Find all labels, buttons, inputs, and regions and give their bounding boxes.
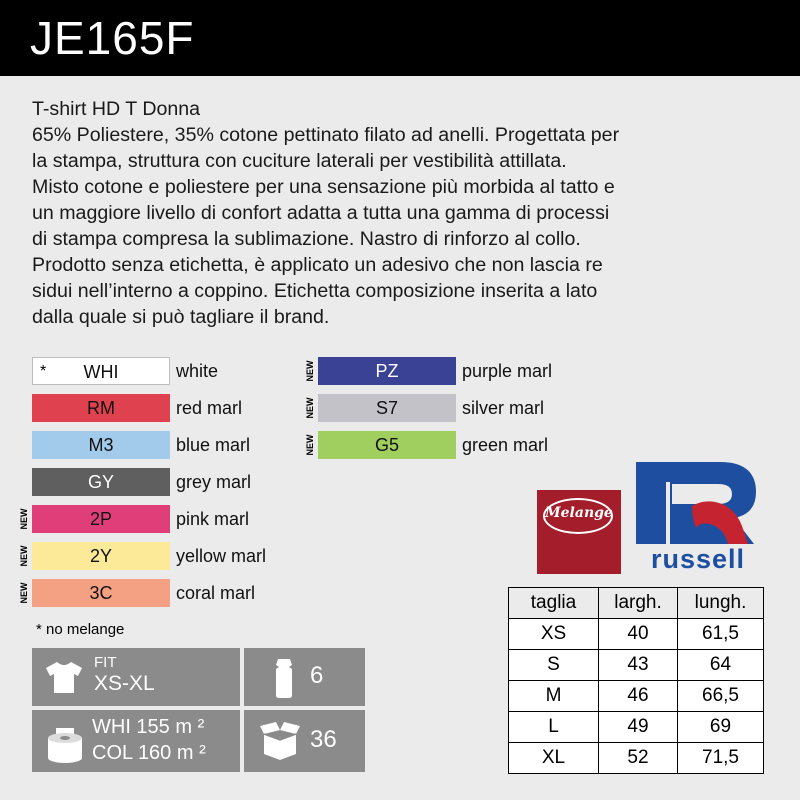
brand-wordmark: russell bbox=[650, 544, 746, 574]
width-cell: 40 bbox=[599, 619, 678, 650]
new-badge bbox=[18, 505, 30, 533]
description-line: 65% Poliestere, 35% cotone pettinato filato ad anelli. Progettata per bbox=[32, 124, 620, 146]
fabric-roll-icon bbox=[46, 720, 84, 764]
description-line: un maggiore livello di confort adatta a tutta una gamma di processi bbox=[32, 202, 610, 224]
color-name: green marl bbox=[462, 435, 549, 455]
table-row bbox=[509, 743, 764, 774]
description-line: Prodotto senza etichetta, è applicato un adesivo che non lascia re bbox=[32, 254, 603, 276]
width-header: largh. bbox=[599, 588, 678, 619]
size-cell: L bbox=[509, 712, 599, 743]
weight-color: COL 160 m ² bbox=[92, 742, 206, 764]
product-code: JE165F bbox=[30, 12, 195, 64]
color-code: PZ bbox=[318, 357, 456, 385]
description-line: la stampa, struttura con cuciture laterali per vestibilità attillata. bbox=[32, 150, 567, 172]
new-badge bbox=[18, 542, 30, 570]
description-line: sidui nell’interno a coppino. Etichetta composizione inserita a lato bbox=[32, 280, 598, 302]
new-badge bbox=[304, 431, 316, 459]
size-cell: XS bbox=[509, 619, 599, 650]
product-description bbox=[32, 96, 772, 330]
weight-box bbox=[32, 710, 240, 772]
header-bar bbox=[0, 0, 800, 76]
weight-white: WHI 155 m ² bbox=[92, 716, 205, 738]
carton-box bbox=[244, 710, 365, 772]
carton-count: 36 bbox=[310, 726, 337, 753]
table-row bbox=[509, 619, 764, 650]
pack-count: 6 bbox=[310, 662, 324, 689]
length-cell: 71,5 bbox=[678, 743, 764, 774]
melange-label: Melange bbox=[545, 505, 613, 521]
color-code: RM bbox=[32, 394, 170, 422]
color-name: red marl bbox=[176, 398, 243, 418]
length-cell: 61,5 bbox=[678, 619, 764, 650]
russell-r-icon bbox=[636, 462, 758, 544]
description-line: di stampa compresa la sublimazione. Nastro di rinforzo al collo. bbox=[32, 228, 581, 250]
table-row bbox=[509, 712, 764, 743]
width-cell: 49 bbox=[599, 712, 678, 743]
length-cell: 64 bbox=[678, 650, 764, 681]
size-cell: XL bbox=[509, 743, 599, 774]
size-cell: M bbox=[509, 681, 599, 712]
color-code: 3C bbox=[32, 579, 170, 607]
new-badge-label: NEW bbox=[19, 508, 29, 530]
folded-bag-icon bbox=[272, 655, 296, 699]
description-line: T-shirt HD T Donna bbox=[32, 98, 201, 120]
tshirt-icon bbox=[44, 660, 84, 694]
color-name: coral marl bbox=[176, 583, 256, 603]
color-name: white bbox=[176, 361, 219, 381]
new-badge-label: NEW bbox=[19, 545, 29, 567]
fit-box bbox=[32, 648, 240, 706]
length-cell: 69 bbox=[678, 712, 764, 743]
open-box-icon bbox=[260, 720, 300, 760]
color-code: M3 bbox=[32, 431, 170, 459]
color-name: blue marl bbox=[176, 435, 251, 455]
width-cell: 43 bbox=[599, 650, 678, 681]
new-badge-label: NEW bbox=[305, 434, 315, 456]
color-code: G5 bbox=[318, 431, 456, 459]
melange-logo bbox=[537, 490, 621, 574]
new-badge-label: NEW bbox=[19, 582, 29, 604]
table-header-row bbox=[509, 588, 764, 619]
color-name: grey marl bbox=[176, 472, 252, 492]
pack-box bbox=[244, 648, 365, 706]
color-code: S7 bbox=[318, 394, 456, 422]
table-row bbox=[509, 650, 764, 681]
russell-logo bbox=[636, 462, 758, 576]
new-badge bbox=[18, 579, 30, 607]
color-code: WHI bbox=[32, 357, 170, 385]
length-cell: 66,5 bbox=[678, 681, 764, 712]
new-badge bbox=[304, 394, 316, 422]
color-name: yellow marl bbox=[176, 546, 267, 566]
color-code: GY bbox=[32, 468, 170, 496]
new-badge-label: NEW bbox=[305, 360, 315, 382]
fit-range: XS-XL bbox=[94, 672, 155, 695]
width-cell: 46 bbox=[599, 681, 678, 712]
description-line: dalla quale si può tagliare il brand. bbox=[32, 306, 330, 328]
width-cell: 52 bbox=[599, 743, 678, 774]
color-name: purple marl bbox=[462, 361, 553, 381]
length-header: lungh. bbox=[678, 588, 764, 619]
color-name: pink marl bbox=[176, 509, 250, 529]
description-line: Misto cotone e poliestere per una sensazione più morbida al tatto e bbox=[32, 176, 615, 198]
new-badge bbox=[304, 357, 316, 385]
size-table bbox=[508, 587, 764, 774]
size-header: taglia bbox=[509, 588, 599, 619]
fit-label: FIT bbox=[94, 654, 117, 671]
no-melange-star: * bbox=[40, 363, 47, 380]
size-cell: S bbox=[509, 650, 599, 681]
color-name: silver marl bbox=[462, 398, 545, 418]
no-melange-note: * no melange bbox=[36, 621, 125, 638]
color-code: 2Y bbox=[32, 542, 170, 570]
new-badge-label: NEW bbox=[305, 397, 315, 419]
color-code: 2P bbox=[32, 505, 170, 533]
table-row bbox=[509, 681, 764, 712]
